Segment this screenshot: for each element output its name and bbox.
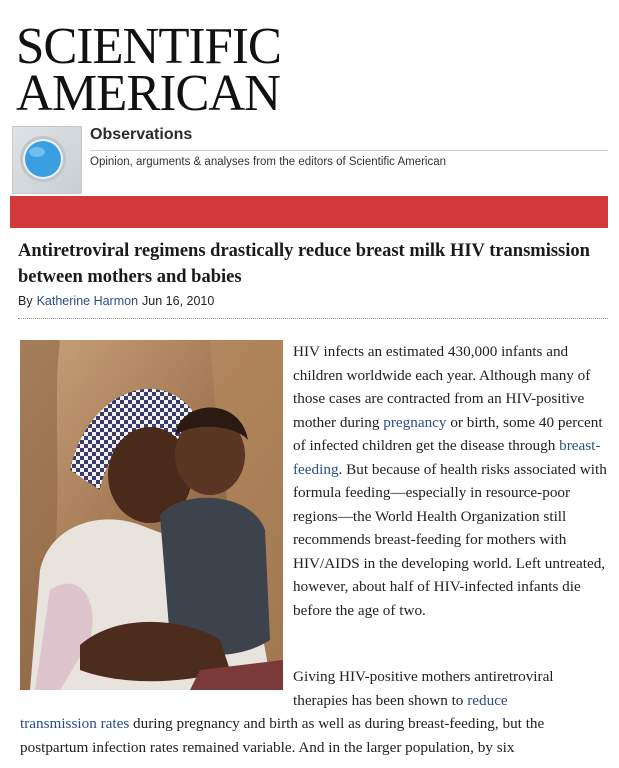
article-headline: Antiretroviral regimens drastically reduce breast milk HIV transmission between mothers and babies <box>18 241 590 287</box>
byline-divider <box>18 318 608 319</box>
breast-feeding-link[interactable]: breast-feeding <box>293 437 601 478</box>
reduce-link[interactable]: reduce <box>467 691 508 709</box>
navigation-band <box>10 196 608 228</box>
pregnancy-link[interactable]: pregnancy <box>383 413 447 431</box>
author-link[interactable]: Katherine Harmon <box>36 294 139 308</box>
byline-prefix: By <box>18 294 33 308</box>
article-paragraph-2-start <box>293 665 611 712</box>
article-photo <box>20 340 283 690</box>
article-paragraph-1 <box>293 340 611 622</box>
article-date: Jun 16, 2010 <box>142 294 215 308</box>
blog-title[interactable]: Observations <box>90 126 193 143</box>
blog-divider <box>90 150 608 151</box>
paragraph-2-text-b: during pregnancy and birth as well as during breast-feeding, but the postpartum infection rates remained variable. And in the larger population, by six <box>20 715 545 756</box>
paragraph-2-text-a: Giving HIV-positive mothers antiretroviral therapies has been shown to <box>293 668 554 709</box>
paragraph-1-text-c: . But because of health risks associated with formula feeding—especially in resource-poor regions—the World Health Organization still recommends breast-feeding for mothers with HIV/AIDS in the developing world. Left untreated, however, about half of HIV-infected infants die before the age of two. <box>293 460 607 619</box>
blog-tagline: Opinion, arguments & analyses from the editors of Scientific American <box>90 156 447 168</box>
blog-header <box>12 126 608 194</box>
transmission-rates-link[interactable]: transmission rates <box>20 715 130 732</box>
site-masthead[interactable] <box>16 17 281 123</box>
masthead-line-2: AMERICAN <box>16 64 281 123</box>
article-paragraph-2-continued <box>20 712 612 759</box>
masthead-line-1: SCIENTIFIC <box>16 17 281 76</box>
paragraph-1-text-a: HIV infects an estimated 430,000 infants and children worldwide each year. Although many of those cases are contracted from an HIV-positive mother during <box>293 343 591 431</box>
paragraph-1-text-b: or birth, some 40 percent of infected children get the disease through <box>293 413 603 454</box>
article-byline <box>18 294 214 308</box>
observations-logo-icon[interactable] <box>12 126 82 194</box>
